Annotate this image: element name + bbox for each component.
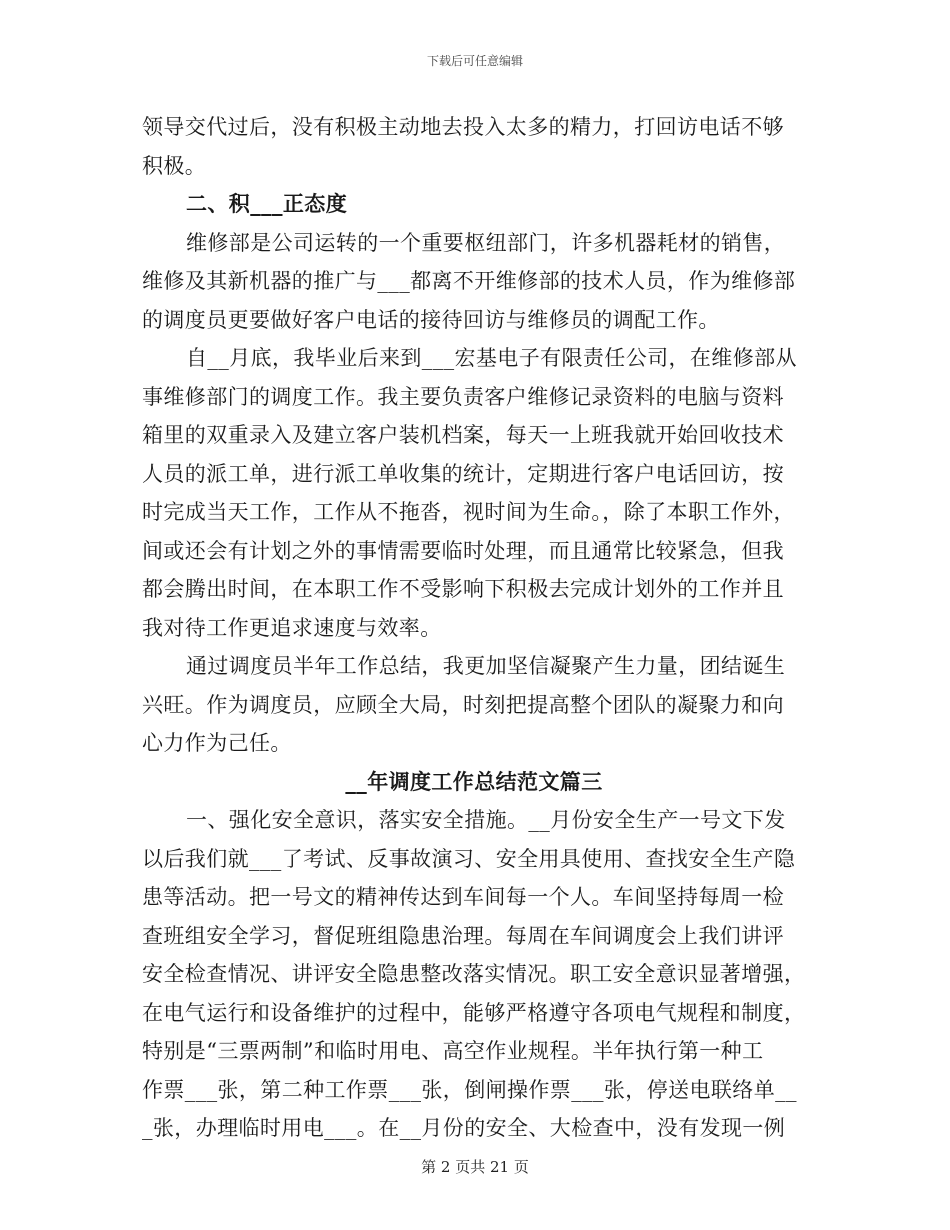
body-line: 的调度员更要做好客户电话的接待回访与维修员的调配工作。: [142, 307, 720, 332]
body-line: 箱里的双重录入及建立客户装机档案，每天一上班我就开始回收技术: [142, 423, 784, 447]
section-heading: 二、积___正态度: [186, 191, 348, 216]
page-header: 下载后可任意编辑: [426, 54, 523, 68]
page-footer: 第 2 页共 21 页: [421, 1158, 529, 1176]
body-line: 事维修部门的调度工作。我主要负责客户维修记录资料的电脑与资料: [142, 384, 784, 409]
body-line: 以后我们就___了考试、反事故演习、安全用具使用、查找安全生产隐: [142, 846, 796, 871]
body-line: 都会腾出时间，在本职工作不受影响下积极去完成计划外的工作并且: [142, 577, 784, 601]
body-line: 在电气运行和设备维护的过程中，能够严格遵守各项电气规程和制度，: [142, 1000, 806, 1025]
body-line: 患等活动。把一号文的精神传达到车间每一个人。车间坚持每周一检: [142, 885, 784, 909]
body-line: _张，办理临时用电___。在__月份的安全、大检查中，没有发现一例: [142, 1116, 786, 1140]
body-line: 心力作为己任。: [142, 731, 292, 755]
body-line: 领导交代过后，没有积极主动地去投入太多的精力，打回访电话不够: [142, 115, 784, 139]
body-line: 间或还会有计划之外的事情需要临时处理，而且通常比较紧急，但我: [142, 538, 784, 563]
body-line: 查班组安全学习，督促班组隐患治理。每周在车间调度会上我们讲评: [142, 923, 784, 948]
body-line: 人员的派工单，进行派工单收集的统计，定期进行客户电话回访，按: [142, 461, 784, 486]
article-title: __年调度工作总结范文篇三: [345, 768, 603, 794]
body-line: 积极。: [142, 153, 207, 178]
body-line: 通过调度员半年工作总结，我更加坚信凝聚产生力量，团结诞生: [186, 654, 786, 678]
body-line: 维修及其新机器的推广与___都离不开维修部的技术人员，作为维修部: [142, 269, 796, 293]
body-line: 安全检查情况、讲评安全隐患整改落实情况。职工安全意识显著增强，: [142, 962, 806, 986]
body-line: 特别是“三票两制”和临时用电、高空作业规程。半年执行第一种工: [142, 1039, 764, 1063]
document-body: [142, 108, 806, 1148]
body-line: 维修部是公司运转的一个重要枢纽部门，许多机器耗材的销售，: [186, 230, 786, 255]
body-line: 一、强化安全意识，落实安全措施。__月份安全生产一号文下发: [186, 808, 786, 832]
body-line: 我对待工作更追求速度与效率。: [142, 615, 442, 640]
body-line: 自__月底，我毕业后来到___宏基电子有限责任公司，在维修部从: [186, 346, 797, 370]
body-line: 时完成当天工作，工作从不拖沓，视时间为生命。，除了本职工作外，: [142, 500, 795, 524]
body-line: 兴旺。作为调度员，应顾全大局，时刻把提高整个团队的凝聚力和向: [142, 692, 784, 717]
body-line: 作票___张，第二种工作票___张，倒闸操作票___张，停送电联络单__: [142, 1077, 797, 1102]
